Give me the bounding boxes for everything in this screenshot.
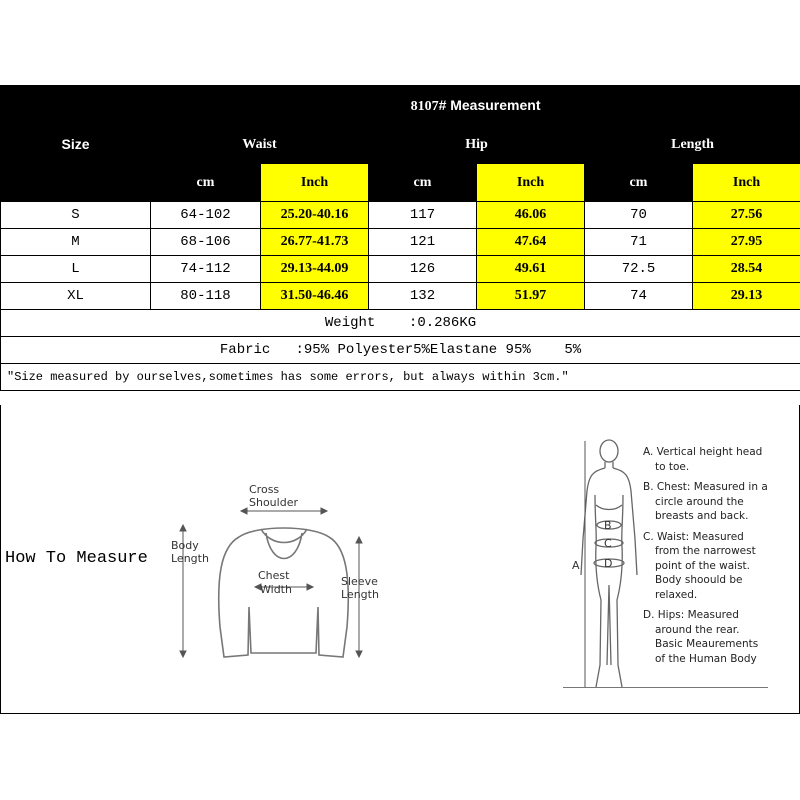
how-to-measure-label: How To Measure bbox=[5, 549, 148, 568]
chest-width-label-2: Width bbox=[260, 583, 292, 596]
unit-inch: Inch bbox=[693, 164, 800, 202]
figure-label-c: C bbox=[604, 537, 612, 550]
unit-inch: Inch bbox=[477, 164, 585, 202]
length-inch-cell: 28.54 bbox=[693, 256, 800, 283]
cross-shoulder-label-1: Cross bbox=[249, 483, 280, 496]
weight-row: Weight :0.286KG bbox=[1, 310, 800, 337]
size-chart bbox=[0, 85, 800, 715]
figure-label-b: B bbox=[604, 519, 612, 532]
hip-inch-cell: 47.64 bbox=[477, 229, 585, 256]
body-length-label-2: Length bbox=[171, 552, 209, 565]
chest-width-label-1: Chest bbox=[258, 569, 290, 582]
waist-inch-cell: 26.77-41.73 bbox=[261, 229, 369, 256]
garment-diagram bbox=[161, 467, 421, 677]
figure-baseline bbox=[563, 687, 768, 688]
sleeve-length-label-2: Length bbox=[341, 588, 379, 601]
hip-cm-cell: 126 bbox=[369, 256, 477, 283]
how-to-measure-panel bbox=[0, 405, 800, 714]
size-header: Size bbox=[1, 86, 151, 202]
title-prefix: 8107 bbox=[410, 98, 439, 114]
hip-inch-cell: 46.06 bbox=[477, 202, 585, 229]
table-row bbox=[1, 229, 800, 256]
waist-cm-cell: 80-118 bbox=[151, 283, 261, 310]
length-inch-cell: 27.95 bbox=[693, 229, 800, 256]
group-hip: Hip bbox=[369, 126, 585, 164]
hip-inch-cell: 51.97 bbox=[477, 283, 585, 310]
cross-shoulder-label-2: Shoulder bbox=[249, 496, 298, 509]
length-cm-cell: 71 bbox=[585, 229, 693, 256]
figure-label-a: A bbox=[572, 559, 580, 572]
waist-inch-cell: 31.50-46.46 bbox=[261, 283, 369, 310]
size-cell: L bbox=[1, 256, 151, 283]
figure-label-d: D bbox=[604, 557, 613, 570]
table-row bbox=[1, 256, 800, 283]
note-a: A. Vertical height head to toe. bbox=[643, 446, 763, 473]
hip-inch-cell: 49.61 bbox=[477, 256, 585, 283]
body-length-label-1: Body bbox=[171, 539, 199, 552]
group-waist: Waist bbox=[151, 126, 369, 164]
size-cell: S bbox=[1, 202, 151, 229]
length-cm-cell: 72.5 bbox=[585, 256, 693, 283]
waist-cm-cell: 74-112 bbox=[151, 256, 261, 283]
note-d: D. Hips: Measured around the rear. Basic Meaurements of the Human Body bbox=[643, 609, 759, 665]
length-cm-cell: 74 bbox=[585, 283, 693, 310]
body-figure bbox=[563, 435, 653, 705]
waist-inch-cell: 25.20-40.16 bbox=[261, 202, 369, 229]
unit-cm: cm bbox=[151, 164, 261, 202]
unit-cm: cm bbox=[585, 164, 693, 202]
note-c: C. Waist: Measured from the narrowest point of the waist. Body shoould be relaxed. bbox=[643, 530, 756, 601]
hip-cm-cell: 132 bbox=[369, 283, 477, 310]
table-row bbox=[1, 283, 800, 310]
title-main: # Measurement bbox=[438, 96, 541, 113]
length-cm-cell: 70 bbox=[585, 202, 693, 229]
chart-title bbox=[151, 86, 800, 126]
sleeve-length-label-1: Sleeve bbox=[341, 575, 378, 588]
measurement-notes bbox=[643, 445, 793, 672]
waist-cm-cell: 64-102 bbox=[151, 202, 261, 229]
unit-inch: Inch bbox=[261, 164, 369, 202]
length-inch-cell: 29.13 bbox=[693, 283, 800, 310]
size-cell: M bbox=[1, 229, 151, 256]
length-inch-cell: 27.56 bbox=[693, 202, 800, 229]
size-table bbox=[0, 85, 800, 391]
fabric-row: Fabric :95% Polyester5%Elastane 95% 5% bbox=[1, 337, 800, 364]
size-cell: XL bbox=[1, 283, 151, 310]
unit-cm: cm bbox=[369, 164, 477, 202]
hip-cm-cell: 117 bbox=[369, 202, 477, 229]
group-length: Length bbox=[585, 126, 800, 164]
waist-cm-cell: 68-106 bbox=[151, 229, 261, 256]
note-b: B. Chest: Measured in a circle around the breasts and back. bbox=[643, 481, 768, 522]
hip-cm-cell: 121 bbox=[369, 229, 477, 256]
table-row bbox=[1, 202, 800, 229]
waist-inch-cell: 29.13-44.09 bbox=[261, 256, 369, 283]
size-note: "Size measured by ourselves,sometimes has some errors, but always within 3cm." bbox=[1, 364, 800, 391]
